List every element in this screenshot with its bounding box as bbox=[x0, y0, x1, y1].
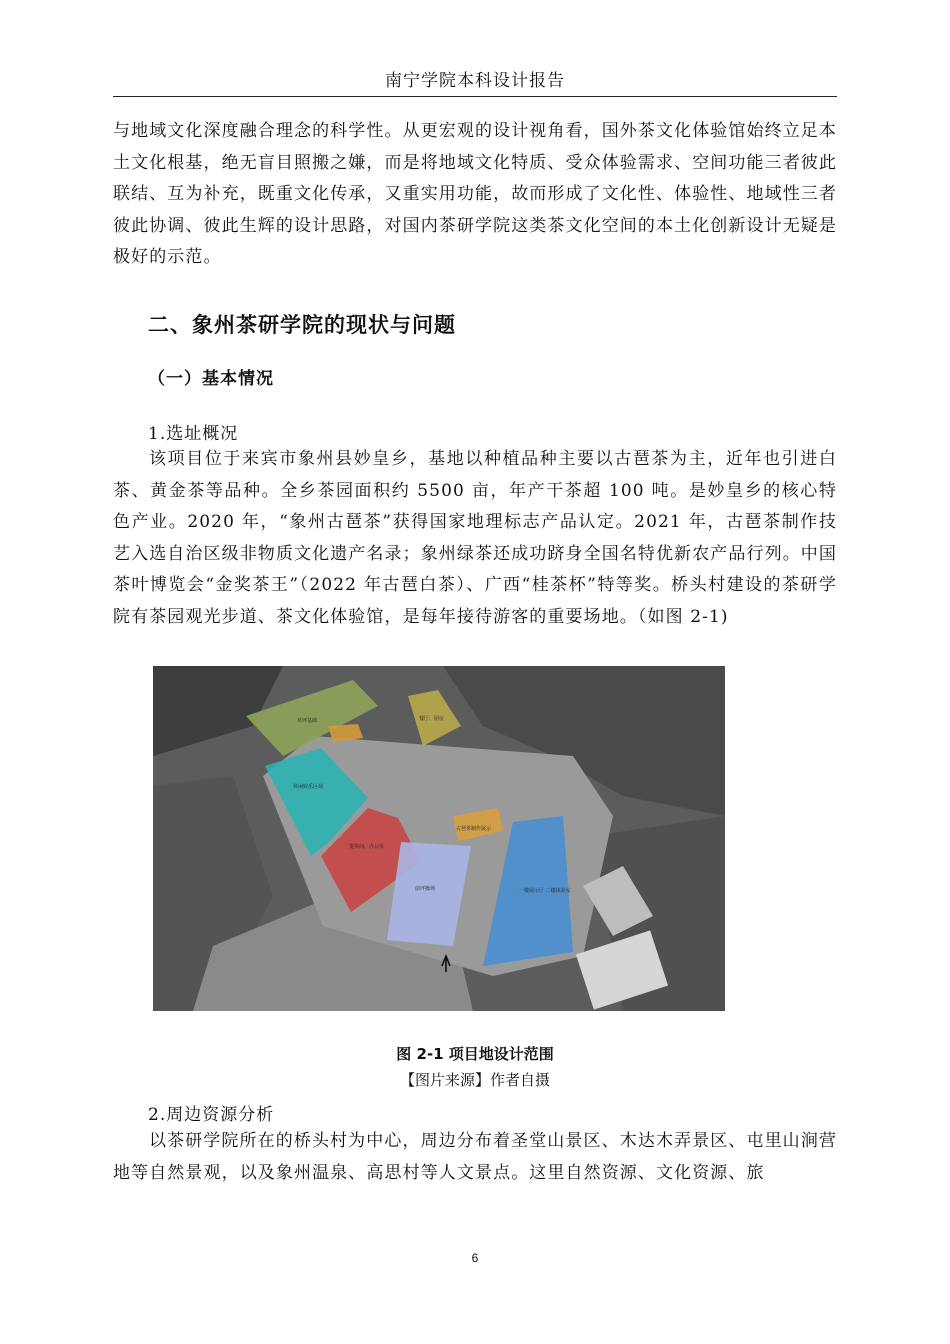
page-number: 6 bbox=[471, 1251, 479, 1265]
zone-label-cyan: 休闲娱乐区域 bbox=[293, 784, 324, 790]
item2-paragraph: 以茶研学院所在的桥头村为中心，周边分布着圣堂山景区、木达木弄景区、屯里山涧营地等自然景观，以及象州温泉、高思村等人文景点。这里自然资源、文化资源、旅 bbox=[113, 1131, 837, 1183]
header-divider bbox=[113, 96, 837, 97]
item1-title: 1.选址概况 bbox=[148, 424, 239, 444]
subsection-heading: （一）基本情况 bbox=[148, 369, 274, 389]
zone-label-lavender: 前坪操场 bbox=[415, 886, 436, 892]
figure-source: 【图片来源】作者自摄 bbox=[399, 1071, 550, 1089]
site-aerial-photo bbox=[153, 666, 725, 1011]
zone-label-blue: 一楼展示厅 二楼体验室 bbox=[519, 888, 571, 894]
section-heading: 二、象州茶研学院的现状与问题 bbox=[148, 313, 456, 337]
zone-label-orange: 古琶茶制作展示 bbox=[456, 826, 492, 832]
figure-caption: 图 2-1 项目地设计范围 bbox=[396, 1045, 554, 1063]
intro-paragraph: 与地域文化深度融合理念的科学性。从更宏观的设计视角看，国外茶文化体验馆始终立足本土文化根基，绝无盲目照搬之嫌，而是将地域文化特质、受众体验需求、空间功能三者彼此联结、互为补充，既重文化传承，又重实用功能，故而形成了文化性、体验性、地域性三者彼此协调、彼此生辉的设计思路，对国内茶研学院这类茶文化空间的本土化创新设计无疑是极好的示范。 bbox=[113, 121, 837, 267]
item2-title: 2.周边资源分析 bbox=[148, 1105, 275, 1125]
page-header-title: 南宁学院本科设计报告 bbox=[385, 71, 565, 91]
zone-label-green: 草坪基础 bbox=[297, 718, 318, 724]
item1-paragraph: 该项目位于来宾市象州县妙皇乡，基地以种植品种主要以古琶茶为主，近年也引进白茶、黄金茶等品种。全乡茶园面积约 5500 亩，年产干茶超 100 吨。是妙皇乡的核心特色产业。2020 年，“象州古琶茶”获得国家地理标志产品认定。2021 年，古琶茶制作技艺入选自治区级非物质文化遗产名录；象州绿茶还成功跻身全国名特优新农产品行列。中国茶叶博览会“金奖茶王”（2022 年古琶白茶）、广西“桂茶杯”特等奖。桥头村建设的茶研学院有茶园观光步道、茶文化体验馆，是每年接待游客的重要场地。（如图 2-1) bbox=[113, 449, 837, 627]
zone-label-red: 提茶间、办公室 bbox=[349, 844, 385, 850]
zone-label-yellow: 餐厅、厨房 bbox=[419, 716, 445, 722]
